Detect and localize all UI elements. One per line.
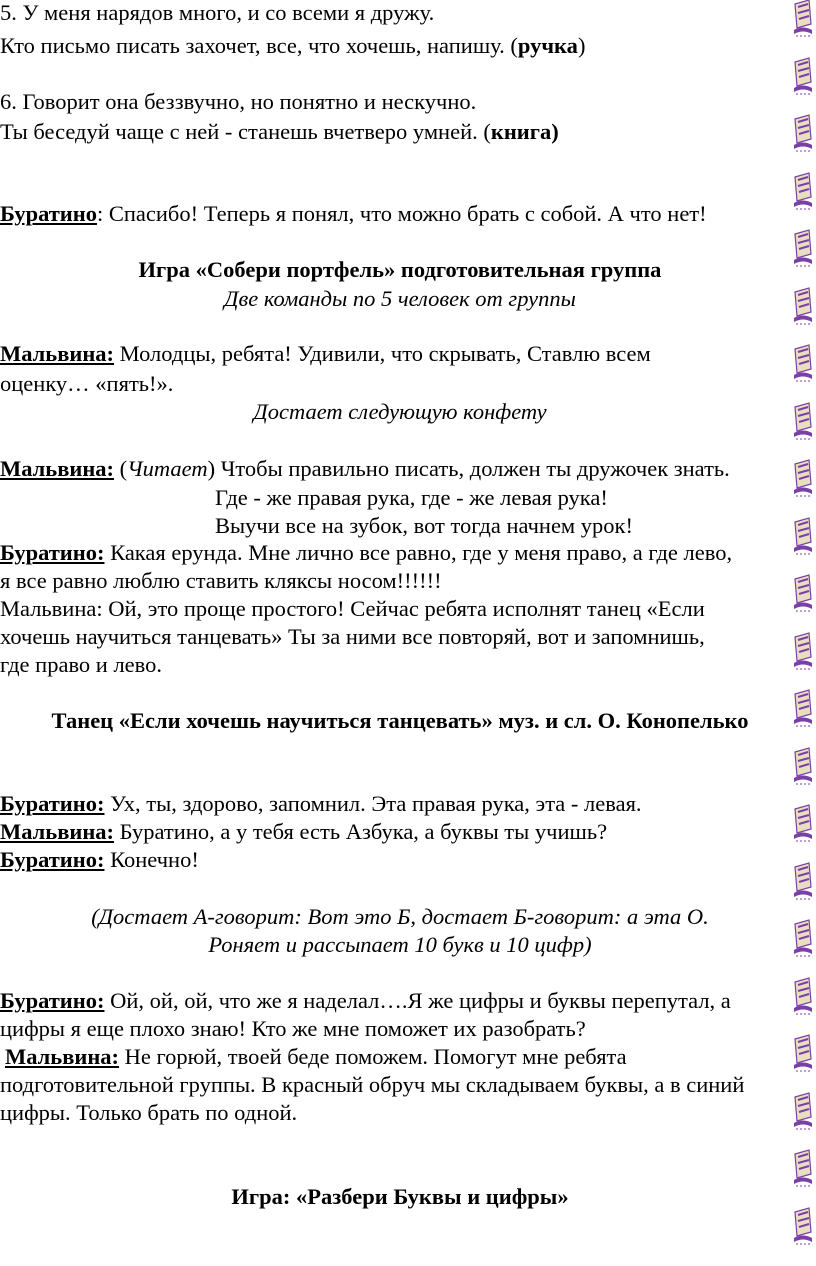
stage-direction-candy: Достает следующую конфету bbox=[253, 399, 547, 424]
book-ornament-icon bbox=[792, 224, 814, 270]
book-ornament-icon bbox=[792, 742, 814, 788]
book-ornament-icon bbox=[792, 569, 814, 615]
book-ornament-icon bbox=[792, 1202, 814, 1248]
malvina-line-3c: где право и лево. bbox=[0, 652, 163, 677]
malvina-reads-line: Мальвина: (Читает) Чтобы правильно писать, должен ты дружочек знать. bbox=[0, 456, 730, 481]
poem-line-1: Где - же правая рука, где - же левая рука! bbox=[215, 485, 608, 510]
stage-direction-letters-2: Роняет и рассыпает 10 букв и 10 цифр) bbox=[208, 932, 592, 957]
riddle-5-line-1: 5. У меня нарядов много, и со всеми я дружу. bbox=[0, 0, 435, 25]
buratino-line-5: Буратино: Ой, ой, ой, что же я наделал….Я же цифры и буквы перепутал, а bbox=[0, 988, 731, 1013]
malvina-line-3b: хочешь научиться танцевать» Ты за ними все повторяй, вот и запомнишь, bbox=[0, 624, 705, 649]
malvina-line-5: Мальвина: Не горюй, твоей беде поможем. Помогут мне ребята bbox=[5, 1044, 627, 1069]
book-ornament-icon bbox=[792, 857, 814, 903]
decorative-page-border bbox=[790, 0, 816, 1266]
malvina-line-2: оценку… «пять!». bbox=[0, 371, 174, 396]
buratino-line-4: Буратино: Конечно! bbox=[0, 847, 199, 872]
book-ornament-icon bbox=[792, 1144, 814, 1190]
book-ornament-icon bbox=[792, 52, 814, 98]
book-ornament-icon bbox=[792, 0, 814, 40]
book-ornament-icon bbox=[792, 109, 814, 155]
stage-direction-letters-1: (Достает А-говорит: Вот это Б, достает Б-говорит: а эта О. bbox=[91, 904, 709, 929]
book-ornament-icon bbox=[792, 1087, 814, 1133]
book-ornament-icon bbox=[792, 627, 814, 673]
malvina-line-3: Мальвина: Ой, это проще простого! Сейчас ребята исполнят танец «Если bbox=[0, 596, 705, 621]
book-ornament-icon bbox=[792, 684, 814, 730]
malvina-line-1: Мальвина: Молодцы, ребята! Удивили, что скрывать, Ставлю всем bbox=[0, 341, 651, 366]
book-ornament-icon bbox=[792, 972, 814, 1018]
malvina-line-5c: цифры. Только брать по одной. bbox=[0, 1100, 298, 1125]
buratino-line-2b: я все равно люблю ставить кляксы носом!!!!!! bbox=[0, 568, 442, 593]
book-ornament-icon bbox=[792, 799, 814, 845]
book-ornament-icon bbox=[792, 914, 814, 960]
malvina-line-4: Мальвина: Буратино, а у тебя есть Азбука, а буквы ты учишь? bbox=[0, 819, 608, 844]
riddle-6-line-2: Ты беседуй чаще с ней - станешь вчетверо умней. (книга) bbox=[0, 119, 559, 144]
book-ornament-icon bbox=[792, 397, 814, 443]
game1-subtitle: Две команды по 5 человек от группы bbox=[224, 286, 576, 311]
buratino-line-3: Буратино: Ух, ты, здорово, запомнил. Эта правая рука, эта - левая. bbox=[0, 791, 642, 816]
book-ornament-icon bbox=[792, 282, 814, 328]
book-ornament-icon bbox=[792, 454, 814, 500]
book-ornament-icon bbox=[792, 1029, 814, 1075]
buratino-line: Буратино: Спасибо! Теперь я понял, что можно брать с собой. А что нет! bbox=[0, 201, 707, 226]
game1-title: Игра «Собери портфель» подготовительная группа bbox=[138, 257, 662, 282]
dance-title: Танец «Если хочешь научиться танцевать» муз. и сл. О. Конопелько bbox=[51, 708, 749, 733]
book-ornament-icon bbox=[792, 339, 814, 385]
malvina-line-5b: подготовительной группы. В красный обруч мы складываем буквы, а в синий bbox=[0, 1072, 745, 1097]
buratino-line-5b: цифры я еще плохо знаю! Кто же мне поможет их разобрать? bbox=[0, 1016, 586, 1041]
riddle-5-line-2: Кто письмо писать захочет, все, что хочешь, напишу. (ручка) bbox=[0, 33, 586, 58]
game2-title: Игра: «Разбери Буквы и цифры» bbox=[231, 1184, 569, 1209]
poem-line-2: Выучи все на зубок, вот тогда начнем урок! bbox=[215, 513, 633, 538]
book-ornament-icon bbox=[792, 512, 814, 558]
buratino-line-2: Буратино: Какая ерунда. Мне лично все равно, где у меня право, а где лево, bbox=[0, 540, 733, 565]
book-ornament-icon bbox=[792, 167, 814, 213]
riddle-6-line-1: 6. Говорит она беззвучно, но понятно и нескучно. bbox=[0, 89, 477, 114]
